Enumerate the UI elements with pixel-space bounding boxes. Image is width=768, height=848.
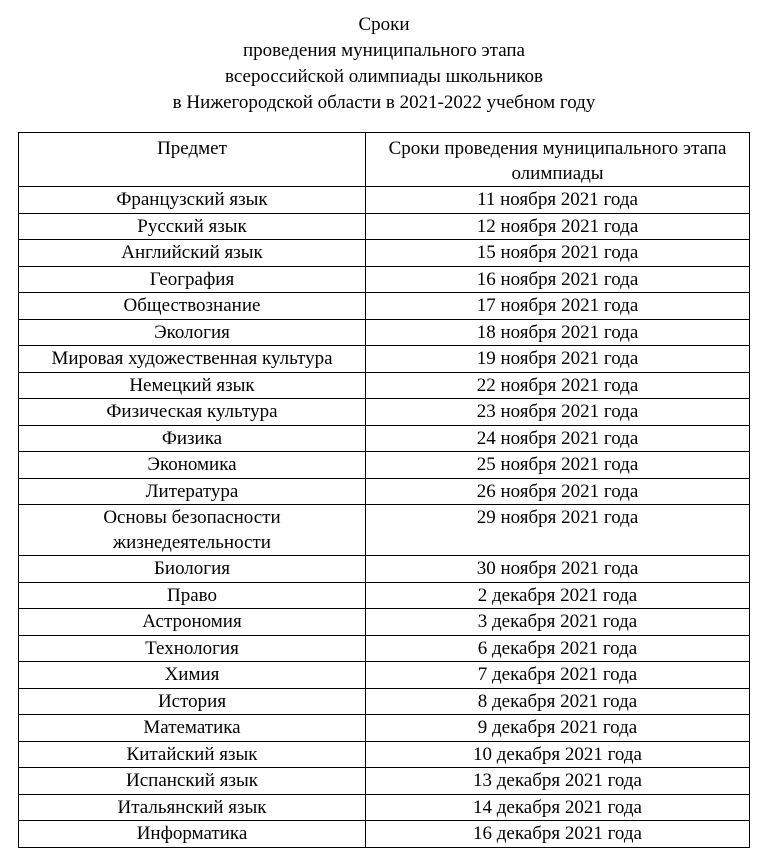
table-row	[19, 505, 750, 556]
subject-cell: Китайский язык	[19, 741, 366, 768]
subject-cell: Физическая культура	[19, 399, 366, 426]
table-row	[19, 715, 750, 742]
table-row	[19, 213, 750, 240]
date-cell: 19 ноября 2021 года	[366, 346, 750, 373]
subject-cell: Русский язык	[19, 213, 366, 240]
date-cell: 2 декабря 2021 года	[366, 582, 750, 609]
table-row	[19, 582, 750, 609]
table-row	[19, 741, 750, 768]
date-cell: 13 декабря 2021 года	[366, 768, 750, 795]
subject-cell: Литература	[19, 478, 366, 505]
subject-cell: История	[19, 688, 366, 715]
table-row	[19, 372, 750, 399]
date-cell: 9 декабря 2021 года	[366, 715, 750, 742]
subject-cell: Итальянский язык	[19, 794, 366, 821]
table-row	[19, 768, 750, 795]
subject-cell: Биология	[19, 556, 366, 583]
table-row	[19, 609, 750, 636]
table-row	[19, 452, 750, 479]
table-row	[19, 293, 750, 320]
subject-cell: Основы безопасности жизнедеятельности	[19, 505, 366, 556]
table-row	[19, 399, 750, 426]
document-title	[0, 12, 768, 116]
title-line: Сроки	[358, 14, 410, 35]
date-cell: 15 ноября 2021 года	[366, 240, 750, 267]
subject-cell: Астрономия	[19, 609, 366, 636]
table-body	[19, 187, 750, 848]
subject-cell: Математика	[19, 715, 366, 742]
subject-cell: Мировая художественная культура	[19, 346, 366, 373]
date-cell: 30 ноября 2021 года	[366, 556, 750, 583]
subject-cell: Право	[19, 582, 366, 609]
date-cell: 24 ноября 2021 года	[366, 425, 750, 452]
date-cell: 29 ноября 2021 года	[366, 505, 750, 556]
subject-cell: Французский язык	[19, 187, 366, 214]
subject-cell: Физика	[19, 425, 366, 452]
subject-cell: География	[19, 266, 366, 293]
table-row	[19, 635, 750, 662]
date-cell: 8 декабря 2021 года	[366, 688, 750, 715]
date-cell: 16 декабря 2021 года	[366, 821, 750, 848]
date-cell: 10 декабря 2021 года	[366, 741, 750, 768]
date-cell: 22 ноября 2021 года	[366, 372, 750, 399]
date-cell: 14 декабря 2021 года	[366, 794, 750, 821]
subject-cell: Химия	[19, 662, 366, 689]
title-line: всероссийской олимпиады школьников	[225, 66, 543, 87]
date-cell: 11 ноября 2021 года	[366, 187, 750, 214]
table-row	[19, 821, 750, 848]
table-row	[19, 187, 750, 214]
subject-cell: Немецкий язык	[19, 372, 366, 399]
date-cell: 7 декабря 2021 года	[366, 662, 750, 689]
date-cell: 16 ноября 2021 года	[366, 266, 750, 293]
header-subject: Предмет	[19, 133, 366, 187]
date-cell: 12 ноября 2021 года	[366, 213, 750, 240]
header-dates: Сроки проведения муниципального этапа олимпиады	[366, 133, 750, 187]
table-row	[19, 266, 750, 293]
table-row	[19, 794, 750, 821]
date-cell: 23 ноября 2021 года	[366, 399, 750, 426]
table-header-row	[19, 133, 750, 187]
table-row	[19, 425, 750, 452]
subject-cell: Экономика	[19, 452, 366, 479]
subject-cell: Информатика	[19, 821, 366, 848]
table-row	[19, 346, 750, 373]
date-cell: 3 декабря 2021 года	[366, 609, 750, 636]
subject-cell: Испанский язык	[19, 768, 366, 795]
table-row	[19, 240, 750, 267]
title-line: проведения муниципального этапа	[243, 40, 525, 61]
date-cell: 17 ноября 2021 года	[366, 293, 750, 320]
table-row	[19, 478, 750, 505]
title-line: в Нижегородской области в 2021-2022 учебном году	[172, 92, 596, 113]
table-row	[19, 662, 750, 689]
date-cell: 18 ноября 2021 года	[366, 319, 750, 346]
table-row	[19, 319, 750, 346]
date-cell: 25 ноября 2021 года	[366, 452, 750, 479]
subject-cell: Английский язык	[19, 240, 366, 267]
table-row	[19, 688, 750, 715]
subject-cell: Обществознание	[19, 293, 366, 320]
subject-cell: Экология	[19, 319, 366, 346]
schedule-table	[18, 132, 750, 848]
table-row	[19, 556, 750, 583]
date-cell: 26 ноября 2021 года	[366, 478, 750, 505]
subject-cell: Технология	[19, 635, 366, 662]
date-cell: 6 декабря 2021 года	[366, 635, 750, 662]
